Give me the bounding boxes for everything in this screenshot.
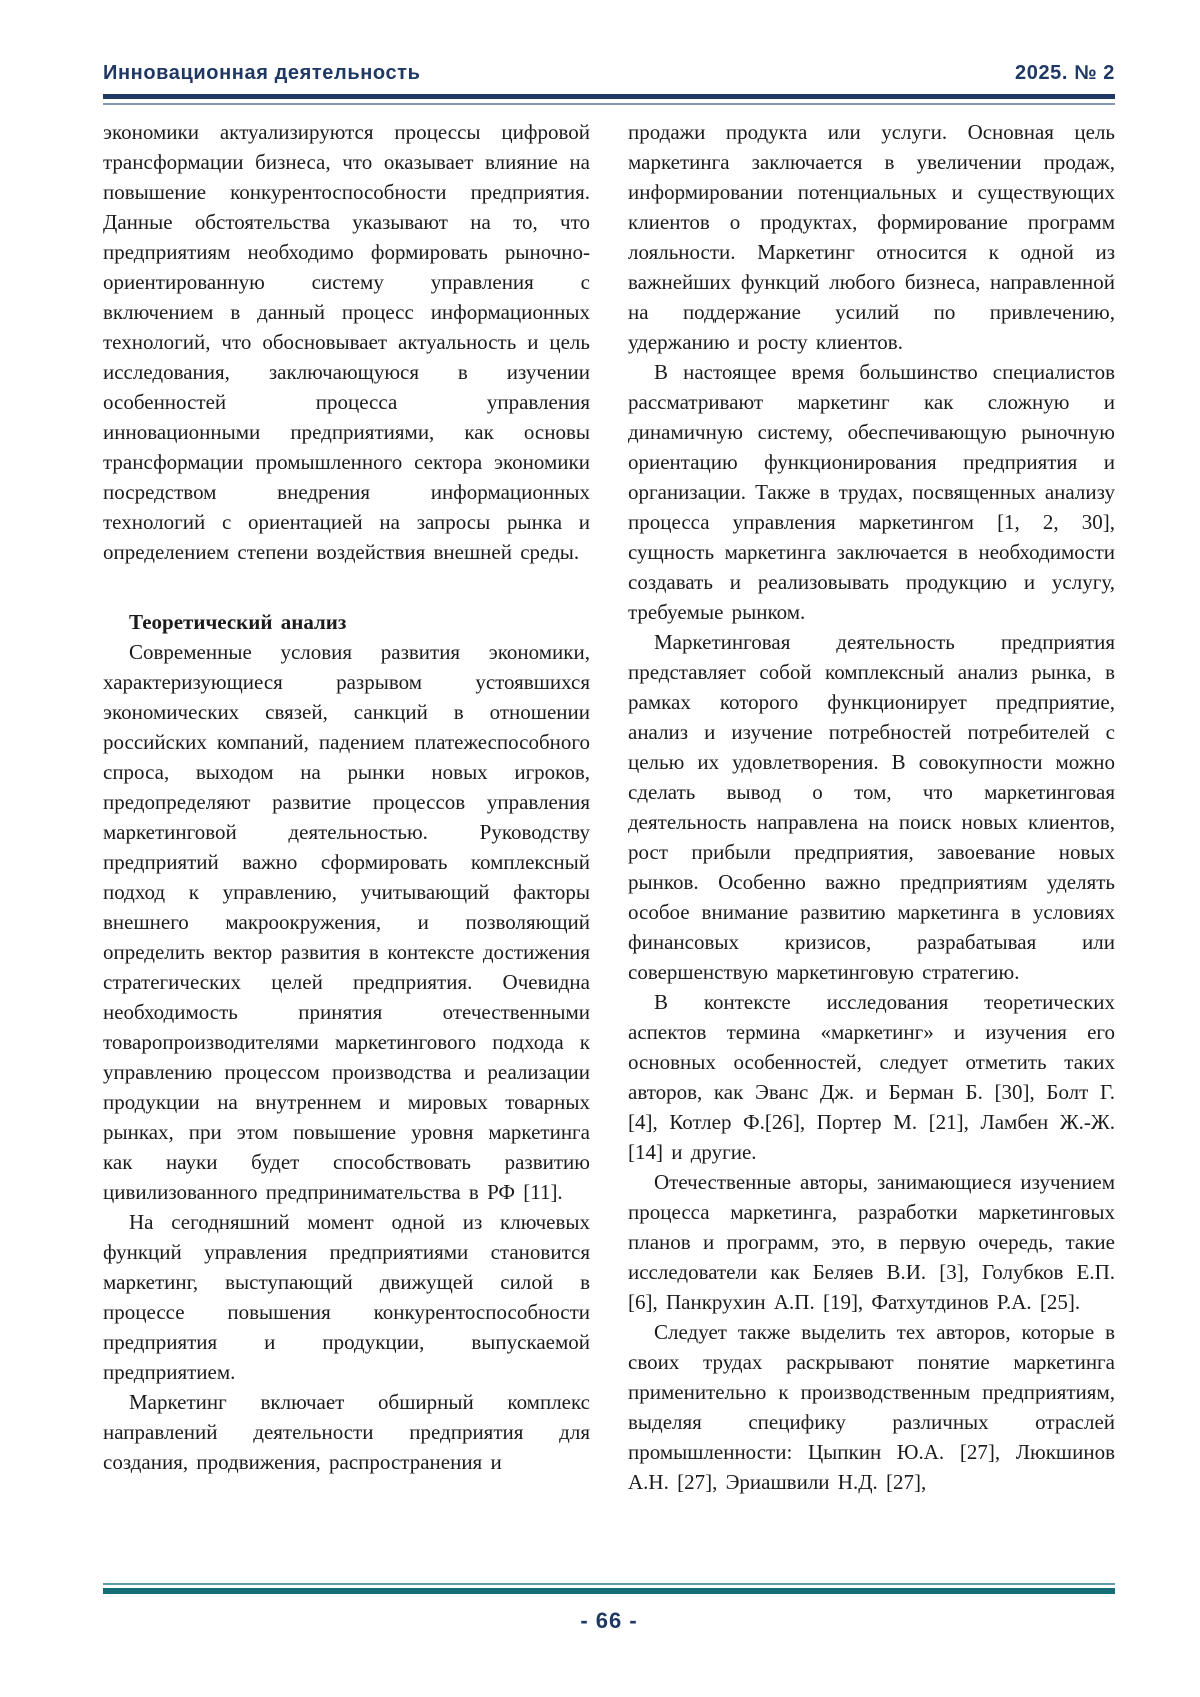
left-column [103,117,590,1497]
page-footer [103,1583,1115,1634]
body-paragraph: экономики актуализируются процессы цифровой трансформации бизнеса, что оказывает влияние на повышение конкурентоспособности предприятия. Данные обстоятельства указывают на то, что предприятиям необходимо формировать рыночно-ориентированную систему управления с включением в данный процесс информационных технологий, что обосновывает актуальность и цель исследования, заключающуюся в изучении особенностей процесса управления инновационными предприятиями, как основы трансформации промышленного сектора экономики посредством внедрения информационных технологий с ориентацией на запросы рынка и определением степени воздействия внешней среды. [103,120,590,564]
body-paragraph: Маркетинговая деятельность предприятия представляет собой комплексный анализ рынка, в рамках которого функционирует предприятие, анализ и изучение потребностей потребителей с целью их удовлетворения. В совокупности можно сделать вывод о том, что маркетинговая деятельность направлена на поиск новых клиентов, рост прибыли предприятия, завоевание новых рынков. Особенно важно предприятиям уделять особое внимание развитию маркетинга в условиях финансовых кризисов, разрабатывая или совершенствую маркетинговую стратегию. [628,630,1115,984]
page-header [103,0,1115,85]
body-paragraph: Маркетинг включает обширный комплекс направлений деятельности предприятия для создания, продвижения, распространения и [103,1390,590,1474]
page-number: - 66 - [580,1608,638,1633]
body-paragraph: В контексте исследования теоретических аспектов термина «маркетинг» и изучения его основных особенностей, следует отметить таких авторов, как Эванс Дж. и Берман Б. [30], Болт Г. [4], Котлер Ф.[26], Портер М. [21], Ламбен Ж.-Ж. [14] и другие. [628,990,1115,1164]
journal-title: Инновационная деятельность [103,62,421,84]
body-paragraph: На сегодняшний момент одной из ключевых функций управления предприятиями становится маркетинг, выступающий движущей силой в процессе повышения конкурентоспособности предприятия и продукции, выпускаемой предприятием. [103,1210,590,1384]
body-paragraph: В настоящее время большинство специалистов рассматривают маркетинг как сложную и динамичную систему, обеспечивающую рыночную ориентацию функционирования предприятия и организации. Также в трудах, посвященных анализу процесса управления маркетингом [1, 2, 30], сущность маркетинга заключается в необходимости создавать и реализовывать продукцию и услугу, требуемые рынком. [628,360,1115,624]
footer-rule-thick [103,1588,1115,1594]
body-paragraph: продажи продукта или услуги. Основная цель маркетинга заключается в увеличении продаж, информировании потенциальных и существующих клиентов о продуктах, формирование программ лояльности. Маркетинг относится к одной из важнейших функций любого бизнеса, направленной на поддержание усилий по привлечению, удержанию и росту клиентов. [628,120,1115,354]
right-column [628,117,1115,1497]
header-rule-thin [103,103,1115,105]
section-heading: Теоретический анализ [129,610,347,634]
issue-number: 2025. № 2 [1015,62,1115,84]
body-paragraph: Современные условия развития экономики, характеризующиеся разрывом устоявшихся экономических связей, санкций в отношении российских компаний, падением платежеспособного спроса, выходом на рынки новых игроков, предопределяют развитие процессов управления маркетинговой деятельностью. Руководству предприятий важно сформировать комплексный подход к управлению, учитывающий факторы внешнего макроокружения, и позволяющий определить вектор развития в контексте достижения стратегических целей предприятия. Очевидна необходимость принятия отечественными товаропроизводителями маркетингового подхода к управлению процессом производства и реализации продукции на внутреннем и мировых товарных рынках, при этом повышение уровня маркетинга как науки будет способствовать развитию цивилизованного предпринимательства в РФ [11]. [103,640,590,1204]
article-body [103,117,1115,1497]
body-paragraph: Следует также выделить тех авторов, которые в своих трудах раскрывают понятие маркетинга применительно к производственным предприятиям, выделяя специфику различных отраслей промышленности: Цыпкин Ю.А. [27], Люкшинов А.Н. [27], Эриашвили Н.Д. [27], [628,1320,1115,1494]
header-rule-thick [103,94,1115,99]
body-paragraph: Отечественные авторы, занимающиеся изучением процесса маркетинга, разработки маркетинговых планов и программ, это, в первую очередь, такие исследователи как Беляев В.И. [3], Голубков Е.П. [6], Панкрухин А.П. [19], Фатхутдинов Р.А. [25]. [628,1170,1115,1314]
footer-rule-thin [103,1583,1115,1585]
